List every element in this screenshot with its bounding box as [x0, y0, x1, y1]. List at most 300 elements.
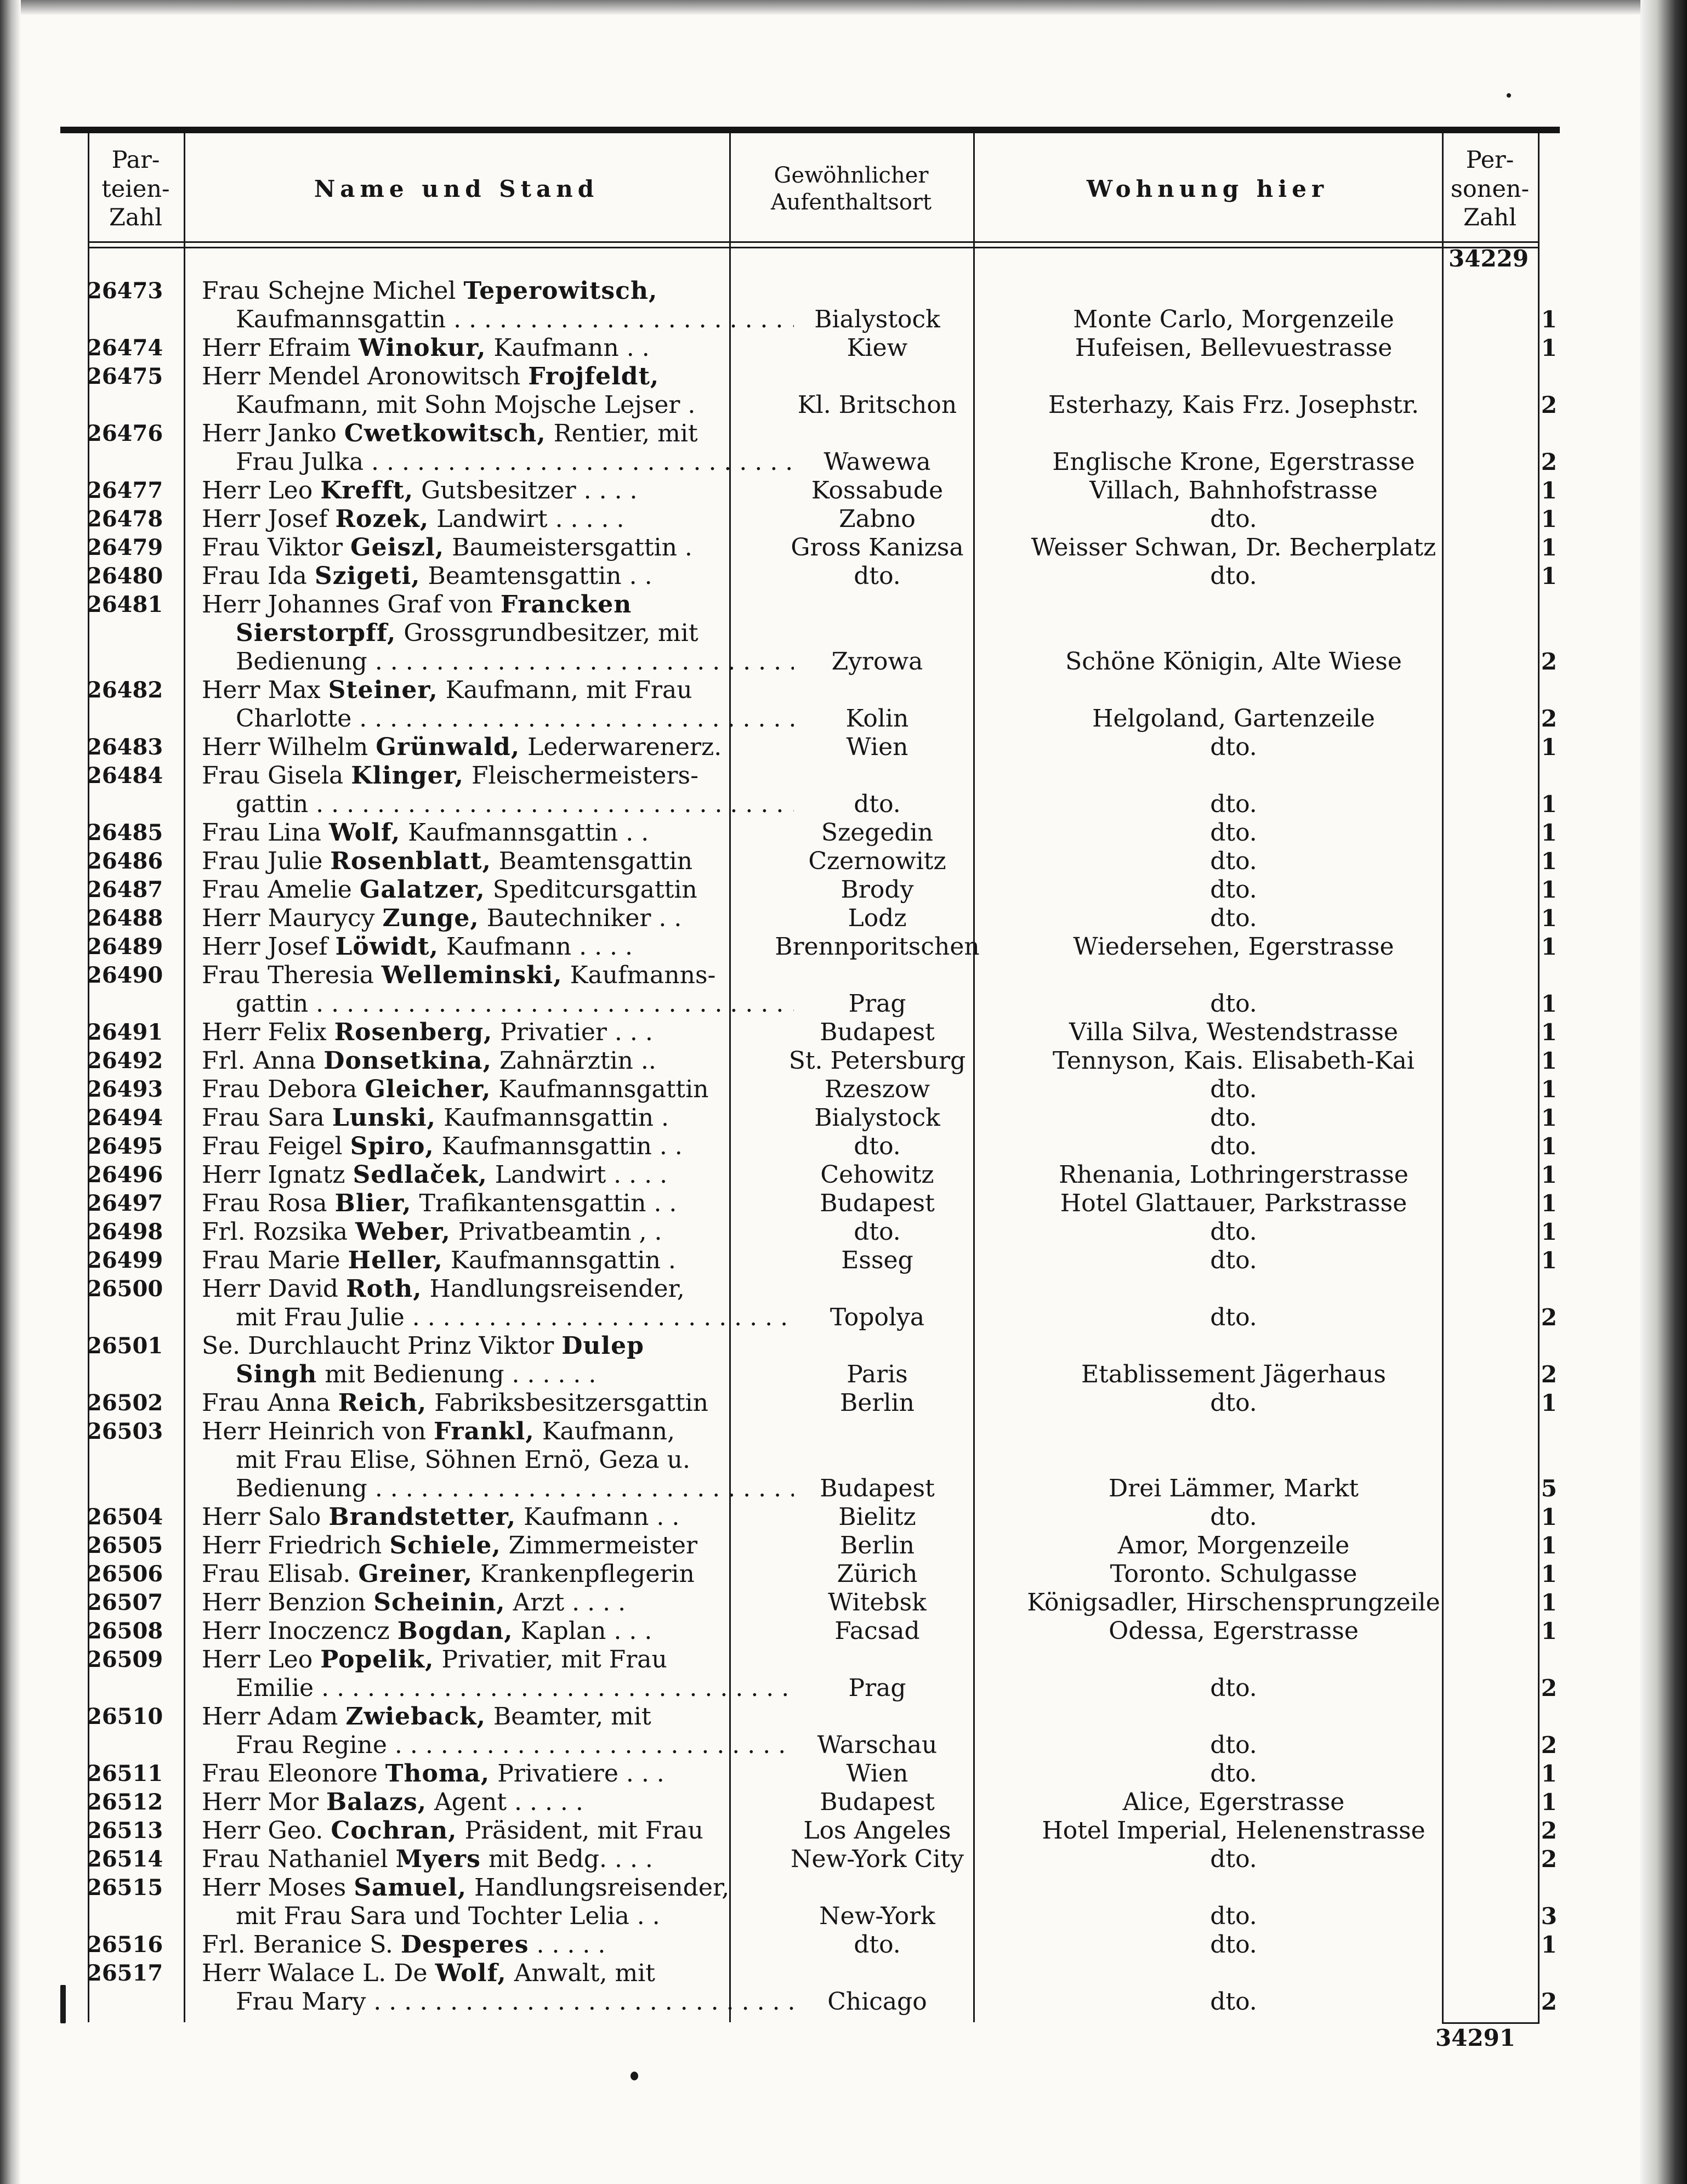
- name-line: Herr Geo. Cochran, Präsident, mit Frau: [202, 1817, 703, 1845]
- surname: Zunge,: [382, 904, 479, 932]
- person-count: 1: [1541, 1389, 1557, 1416]
- surname: Spiro,: [350, 1132, 434, 1160]
- person-count: 5: [1541, 1475, 1557, 1502]
- header-usual-residence-line: Gewöhnlicher: [774, 163, 929, 189]
- party-number: 26485: [87, 820, 163, 846]
- table-row: [82, 1047, 1557, 1075]
- person-count: 1: [1541, 1161, 1557, 1188]
- name-line: Herr Mor Balazs, Agent . . . . .: [202, 1788, 583, 1816]
- party-number: 26474: [87, 335, 163, 361]
- table-row: [82, 762, 1557, 819]
- name-and-status: [202, 562, 794, 591]
- name-line: Frau Feigel Spiro, Kaufmannsgattin . .: [202, 1132, 683, 1160]
- lodging-here: Wiedersehen, Egerstrasse: [1073, 933, 1394, 961]
- party-number: 26489: [87, 934, 163, 960]
- person-count: 1: [1541, 848, 1557, 875]
- table-row: [82, 1332, 1557, 1389]
- usual-residence: New-York City: [791, 1845, 964, 1873]
- name-and-status: [202, 362, 794, 419]
- lodging-here: dto.: [1210, 1218, 1257, 1246]
- usual-residence: Zabno: [839, 505, 916, 533]
- surname: Rosenblatt,: [330, 847, 491, 875]
- table-row: [82, 676, 1557, 733]
- usual-residence: Zürich: [837, 1560, 918, 1588]
- table-row: [82, 1218, 1557, 1246]
- party-number: 26498: [87, 1219, 163, 1245]
- table-row: [82, 476, 1557, 505]
- register-entries: [82, 277, 1557, 2016]
- lodging-here: Odessa, Egerstrasse: [1109, 1617, 1359, 1645]
- header-person-count: [1442, 137, 1538, 241]
- name-line: Frau Gisela Klinger, Fleischermeisters-: [202, 762, 698, 790]
- usual-residence: Bielitz: [838, 1503, 916, 1531]
- table-row: [82, 933, 1557, 961]
- person-count: 1: [1541, 1504, 1557, 1530]
- person-count: 1: [1541, 1133, 1557, 1160]
- name-and-status: [202, 1646, 794, 1703]
- name-continuation: mit Frau Julie . . .: [202, 1303, 794, 1332]
- name-line: Frau Nathaniel Myers mit Bedg. . . .: [202, 1845, 653, 1873]
- surname: Scheinin,: [373, 1589, 505, 1616]
- table-row: [82, 733, 1557, 762]
- usual-residence: Esseg: [841, 1246, 913, 1274]
- usual-residence: Budapest: [820, 1788, 935, 1816]
- lodging-here: Tennyson, Kais. Elisabeth-Kai: [1053, 1047, 1415, 1075]
- person-count: 1: [1541, 1931, 1557, 1958]
- name-and-status: [202, 904, 794, 933]
- party-number: 26487: [87, 877, 163, 903]
- table-row: [82, 277, 1557, 334]
- party-number: 26481: [87, 592, 163, 617]
- person-count: 2: [1541, 1361, 1557, 1388]
- table-row: [82, 1503, 1557, 1531]
- surname: Frankl,: [434, 1417, 535, 1445]
- name-and-status: [202, 933, 794, 961]
- table-row: [82, 362, 1557, 419]
- name-line: Frau Lina Wolf, Kaufmannsgattin . .: [202, 819, 649, 847]
- party-number: 26486: [87, 848, 163, 874]
- name-line: Frl. Rozsika Weber, Privatbeamtin , .: [202, 1218, 662, 1246]
- name-and-status: [202, 1845, 794, 1874]
- name-and-status: [202, 1075, 794, 1104]
- party-number: 26484: [87, 763, 163, 788]
- usual-residence: Budapest: [820, 1189, 935, 1217]
- surname: Weber,: [355, 1218, 451, 1246]
- table-row: [82, 1246, 1557, 1275]
- usual-residence: Prag: [848, 1674, 906, 1702]
- lodging-here: dto.: [1210, 1731, 1257, 1759]
- name-continuation: Frau Julka . . .: [202, 448, 794, 476]
- surname: Brandstetter,: [328, 1503, 516, 1531]
- surname: Cochran,: [331, 1817, 457, 1845]
- name-line: Frau Eleonore Thoma, Privatiere . . .: [202, 1760, 664, 1788]
- lodging-here: dto.: [1210, 847, 1257, 875]
- surname: Lunski,: [332, 1104, 436, 1132]
- name-line: Herr Heinrich von Frankl, Kaufmann,: [202, 1417, 675, 1445]
- name-and-status: [202, 1531, 794, 1560]
- name-line: Frau Anna Reich, Fabriksbesitzersgattin: [202, 1389, 708, 1417]
- name-and-status: [202, 1389, 794, 1417]
- usual-residence: Wien: [846, 733, 908, 761]
- page-edge-shadow-left: [0, 0, 21, 2184]
- person-count: 1: [1541, 334, 1557, 361]
- lodging-here: Toronto. Schulgasse: [1110, 1560, 1357, 1588]
- name-and-status: [202, 1218, 794, 1246]
- table-row: [82, 1760, 1557, 1788]
- surname: Greiner,: [358, 1560, 473, 1588]
- lodging-here: dto.: [1210, 562, 1257, 590]
- lodging-here: dto.: [1210, 1303, 1257, 1331]
- party-number: 26509: [87, 1647, 163, 1672]
- header-lodging-here: Wohnung hier: [1086, 175, 1329, 203]
- name-line: Frau Debora Gleicher, Kaufmannsgattin: [202, 1075, 709, 1103]
- person-count: 1: [1541, 1789, 1557, 1816]
- usual-residence: St. Petersburg: [788, 1047, 966, 1075]
- table-row: [82, 1617, 1557, 1646]
- table-row: [82, 1104, 1557, 1132]
- surname: Galatzer,: [359, 876, 485, 904]
- party-number: 26517: [87, 1960, 163, 1986]
- name-continuation: mit Frau Sara und Tochter Lelia . .: [236, 1902, 660, 1930]
- person-count: 1: [1541, 734, 1557, 761]
- party-number: 26488: [87, 905, 163, 931]
- table-row: [82, 819, 1557, 847]
- name-and-status: [202, 1589, 794, 1617]
- lodging-here: Drei Lämmer, Markt: [1108, 1474, 1359, 1502]
- name-line: Frau Viktor Geiszl, Baumeistersgattin .: [202, 534, 692, 561]
- usual-residence: Paris: [847, 1360, 908, 1388]
- person-count: 1: [1541, 1019, 1557, 1046]
- table-row: [82, 1874, 1557, 1931]
- surname: Desperes: [400, 1931, 529, 1959]
- table-row: [82, 534, 1557, 562]
- surname: Reich,: [338, 1389, 427, 1417]
- party-number: 26496: [87, 1162, 163, 1188]
- name-continuation: Frau Mary . . .: [202, 1988, 794, 2016]
- header-party-number-line: teien-: [101, 175, 170, 203]
- name-line: Herr Friedrich Schiele, Zimmermeister: [202, 1531, 697, 1559]
- usual-residence: dto.: [854, 1132, 901, 1160]
- usual-residence: Brennporitschen: [775, 933, 980, 961]
- name-and-status: [202, 847, 794, 876]
- lodging-here: dto.: [1210, 876, 1257, 904]
- table-row: [82, 505, 1557, 534]
- surname: Heller,: [348, 1246, 443, 1274]
- surname: Löwidt,: [335, 933, 439, 961]
- lodging-here: dto.: [1210, 1246, 1257, 1274]
- name-line: Herr David Roth, Handlungsreisender,: [202, 1275, 685, 1303]
- lodging-here: dto.: [1210, 1075, 1257, 1103]
- surname: Roth,: [346, 1275, 422, 1303]
- party-number: 26479: [87, 535, 163, 560]
- name-continuation: gattin . . .: [202, 790, 794, 819]
- surname: Steiner,: [328, 676, 438, 704]
- table-row: [82, 1817, 1557, 1845]
- name-line: Herr Salo Brandstetter, Kaufmann . .: [202, 1503, 680, 1531]
- header-bottom-rule: [88, 247, 1540, 248]
- usual-residence: dto.: [854, 790, 901, 818]
- total-rule: [1442, 2022, 1540, 2024]
- name-and-status: [202, 1161, 794, 1189]
- name-line: Herr Mendel Aronowitsch Frojfeldt,: [202, 362, 660, 390]
- person-count: 2: [1541, 1988, 1557, 2015]
- surname: Krefft,: [320, 476, 414, 504]
- name-and-status: [202, 476, 794, 505]
- lodging-here: dto.: [1210, 1104, 1257, 1132]
- name-and-status: [202, 876, 794, 904]
- person-count: 1: [1541, 1076, 1557, 1103]
- page-edge-shadow-top: [0, 0, 1687, 15]
- person-count: 1: [1541, 1589, 1557, 1616]
- lodging-here: dto.: [1210, 1931, 1257, 1959]
- usual-residence: Facsad: [834, 1617, 920, 1645]
- person-count: 1: [1541, 477, 1557, 504]
- name-line: Frau Marie Heller, Kaufmannsgattin .: [202, 1246, 676, 1274]
- surname: Singh: [236, 1360, 317, 1388]
- name-and-status: [202, 961, 794, 1018]
- lodging-here: Rhenania, Lothringerstrasse: [1059, 1161, 1408, 1189]
- lodging-here: dto.: [1210, 505, 1257, 533]
- party-number: 26515: [87, 1875, 163, 1901]
- name-and-status: [202, 1246, 794, 1275]
- name-line: Herr Adam Zwieback, Beamter, mit: [202, 1703, 651, 1731]
- name-line: Frl. Beranice S. Desperes . . . . .: [202, 1931, 606, 1959]
- party-number: 26476: [87, 421, 163, 446]
- person-count: 2: [1541, 1304, 1557, 1331]
- person-count: 2: [1541, 648, 1557, 675]
- usual-residence: Berlin: [840, 1531, 914, 1559]
- person-count: 1: [1541, 1760, 1557, 1787]
- table-row: [82, 1845, 1557, 1874]
- person-count: 1: [1541, 1104, 1557, 1131]
- usual-residence: Lodz: [848, 904, 907, 932]
- usual-residence: Bialystock: [814, 1104, 940, 1132]
- lodging-here: dto.: [1210, 904, 1257, 932]
- table-row: [82, 1189, 1557, 1218]
- lodging-here: Englische Krone, Egerstrasse: [1052, 448, 1415, 476]
- usual-residence: dto.: [854, 1931, 901, 1959]
- name-line: Herr Leo Popelik, Privatier, mit Frau: [202, 1646, 667, 1674]
- party-number: 26513: [87, 1818, 163, 1843]
- usual-residence: Rzeszow: [824, 1075, 930, 1103]
- table-row: [82, 1959, 1557, 2016]
- name-and-status: [202, 591, 794, 676]
- usual-residence: Kl. Britschon: [797, 391, 957, 419]
- table-row: [82, 904, 1557, 933]
- name-line: Herr Josef Löwidt, Kaufmann . . . .: [202, 933, 633, 961]
- name-and-status: [202, 1189, 794, 1218]
- surname: Geiszl,: [350, 534, 445, 561]
- table-row: [82, 1075, 1557, 1104]
- header-party-number-line: Par-: [111, 146, 160, 174]
- person-count: 2: [1541, 392, 1557, 418]
- name-and-status: [202, 1132, 794, 1161]
- table-row: [82, 1931, 1557, 1959]
- usual-residence: Berlin: [840, 1389, 914, 1417]
- name-line: Se. Durchlaucht Prinz Viktor Dulep: [202, 1332, 644, 1360]
- surname: Wolf,: [435, 1959, 507, 1987]
- name-line: Herr Max Steiner, Kaufmann, mit Frau: [202, 676, 692, 704]
- party-number: 26504: [87, 1504, 163, 1530]
- party-number: 26473: [87, 278, 163, 304]
- usual-residence: Zyrowa: [831, 648, 923, 676]
- scan-speck: [60, 1985, 66, 2023]
- surname: Myers: [395, 1845, 481, 1873]
- name-and-status: [202, 1788, 794, 1817]
- table-row: [82, 1703, 1557, 1760]
- name-line: Herr Benzion Scheinin, Arzt . . . .: [202, 1589, 626, 1616]
- header-person-count-line: sonen-: [1450, 175, 1530, 203]
- name-line: Herr Inoczencz Bogdan, Kaplan . . .: [202, 1617, 652, 1645]
- usual-residence: Brody: [840, 876, 914, 904]
- lodging-here: dto.: [1210, 990, 1257, 1018]
- name-continuation: mit Frau Elise, Söhnen Ernö, Geza u.: [236, 1446, 690, 1474]
- header-bottom-rule: [88, 241, 1540, 243]
- surname: Bogdan,: [397, 1617, 513, 1645]
- carried-over-total: 34229: [1449, 245, 1529, 272]
- person-count: 2: [1541, 1817, 1557, 1844]
- name-continuation: gattin . . .: [202, 990, 794, 1018]
- person-count: 1: [1541, 1047, 1557, 1074]
- surname: Sierstorpff,: [236, 619, 396, 647]
- table-row: [82, 591, 1557, 676]
- party-number: 26483: [87, 734, 163, 760]
- usual-residence: Chicago: [827, 1988, 927, 2016]
- name-line: Frau Julie Rosenblatt, Beamtensgattin: [202, 847, 693, 875]
- table-row: [82, 1589, 1557, 1617]
- party-number: 26514: [87, 1846, 163, 1872]
- usual-residence: dto.: [854, 562, 901, 590]
- lodging-here: Amor, Morgenzeile: [1117, 1531, 1350, 1559]
- table-row: [82, 1531, 1557, 1560]
- person-count: 1: [1541, 1561, 1557, 1587]
- name-line: Herr Felix Rosenberg, Privatier . . .: [202, 1018, 653, 1046]
- lodging-here: Esterhazy, Kais Frz. Josephstr.: [1048, 391, 1419, 419]
- surname: Klinger,: [351, 762, 464, 790]
- person-count: 1: [1541, 876, 1557, 903]
- usual-residence: Cehowitz: [820, 1161, 934, 1189]
- name-line: Herr Wilhelm Grünwald, Lederwarenerz.: [202, 733, 722, 761]
- person-count: 1: [1541, 1532, 1557, 1559]
- party-number: 26492: [87, 1048, 163, 1074]
- usual-residence: Kossabude: [811, 476, 944, 504]
- table-row: [82, 1161, 1557, 1189]
- surname: Thoma,: [385, 1760, 490, 1788]
- name-and-status: [202, 1332, 794, 1389]
- name-and-status: [202, 1617, 794, 1646]
- surname: Teperowitsch,: [463, 277, 658, 305]
- header-person-count-line: Zahl: [1463, 204, 1516, 232]
- name-line: Frau Rosa Blier, Trafikantensgattin . .: [202, 1189, 677, 1217]
- name-line: Herr Josef Rozek, Landwirt . . . . .: [202, 505, 624, 533]
- party-number: 26501: [87, 1333, 163, 1359]
- surname: Blier,: [334, 1189, 412, 1217]
- lodging-here: Monte Carlo, Morgenzeile: [1073, 305, 1394, 333]
- name-continuation: Frau Regine . . .: [202, 1731, 794, 1760]
- lodging-here: dto.: [1210, 1389, 1257, 1417]
- table-row: [82, 876, 1557, 904]
- party-number: 26480: [87, 563, 163, 589]
- name-and-status: [202, 1560, 794, 1589]
- name-continuation: Emilie . . .: [202, 1674, 794, 1703]
- lodging-here: dto.: [1210, 1132, 1257, 1160]
- person-count: 2: [1541, 1675, 1557, 1701]
- name-and-status: [202, 819, 794, 847]
- surname: Francken: [500, 591, 632, 619]
- name-and-status: [202, 1931, 794, 1959]
- usual-residence: Budapest: [820, 1474, 935, 1502]
- name-and-status: [202, 1760, 794, 1788]
- table-row: [82, 961, 1557, 1018]
- table-row: [82, 1560, 1557, 1589]
- name-line: Frau Ida Szigeti, Beamtensgattin . .: [202, 562, 652, 590]
- person-count: 1: [1541, 791, 1557, 818]
- surname: Dulep: [561, 1332, 644, 1360]
- name-line: Frau Elisab. Greiner, Krankenpflegerin: [202, 1560, 695, 1588]
- lodging-here: Hotel Imperial, Helenenstrasse: [1042, 1817, 1425, 1845]
- surname: Welleminski,: [381, 961, 563, 989]
- table-row: [82, 1018, 1557, 1047]
- party-number: 26503: [87, 1419, 163, 1444]
- usual-residence: Witebsk: [828, 1589, 927, 1616]
- surname: Wolf,: [328, 819, 401, 847]
- name-line: Frau Sara Lunski, Kaufmannsgattin .: [202, 1104, 669, 1132]
- name-and-status: [202, 419, 794, 476]
- table-row: [82, 562, 1557, 591]
- usual-residence: dto.: [854, 1218, 901, 1246]
- person-count: 3: [1541, 1903, 1557, 1930]
- party-number: 26494: [87, 1105, 163, 1131]
- lodging-here: Hotel Glattauer, Parkstrasse: [1060, 1189, 1407, 1217]
- table-row: [82, 1788, 1557, 1817]
- party-number: 26497: [87, 1190, 163, 1216]
- header-name-and-status: Name und Stand: [314, 175, 599, 203]
- person-count: 1: [1541, 534, 1557, 561]
- usual-residence: Kolin: [845, 705, 909, 733]
- name-continuation: Kaufmann, mit Sohn Mojsche Lejser .: [236, 391, 696, 419]
- table-row: [82, 1646, 1557, 1703]
- surname: Popelik,: [320, 1646, 434, 1674]
- party-number: 26490: [87, 962, 163, 988]
- lodging-here: Villach, Bahnhofstrasse: [1089, 476, 1378, 504]
- name-continuation: Charlotte . . .: [202, 705, 794, 733]
- name-line: Herr Leo Krefft, Gutsbesitzer . . . .: [202, 476, 638, 504]
- person-count: 1: [1541, 1218, 1557, 1245]
- party-number: 26516: [87, 1932, 163, 1958]
- usual-residence: Wien: [846, 1760, 908, 1788]
- usual-residence: Kiew: [847, 334, 908, 362]
- lodging-here: dto.: [1210, 819, 1257, 847]
- name-and-status: [202, 1104, 794, 1132]
- scan-speck: [1507, 93, 1511, 98]
- table-row: [82, 1389, 1557, 1417]
- party-number: 26478: [87, 506, 163, 532]
- party-number: 26477: [87, 478, 163, 503]
- party-number: 26499: [87, 1247, 163, 1273]
- name-continuation: Bedienung . . .: [202, 1474, 794, 1503]
- person-count: 1: [1541, 506, 1557, 532]
- lodging-here: dto.: [1210, 1902, 1257, 1930]
- lodging-here: Weisser Schwan, Dr. Becherplatz: [1031, 534, 1436, 561]
- lodging-here: dto.: [1210, 1674, 1257, 1702]
- name-line: Herr Johannes Graf von Francken: [202, 591, 632, 619]
- person-count: 1: [1541, 819, 1557, 846]
- party-number: 26506: [87, 1561, 163, 1587]
- party-number: 26505: [87, 1533, 163, 1558]
- lodging-here: Alice, Egerstrasse: [1122, 1788, 1345, 1816]
- surname: Schiele,: [389, 1531, 501, 1559]
- party-number: 26495: [87, 1133, 163, 1159]
